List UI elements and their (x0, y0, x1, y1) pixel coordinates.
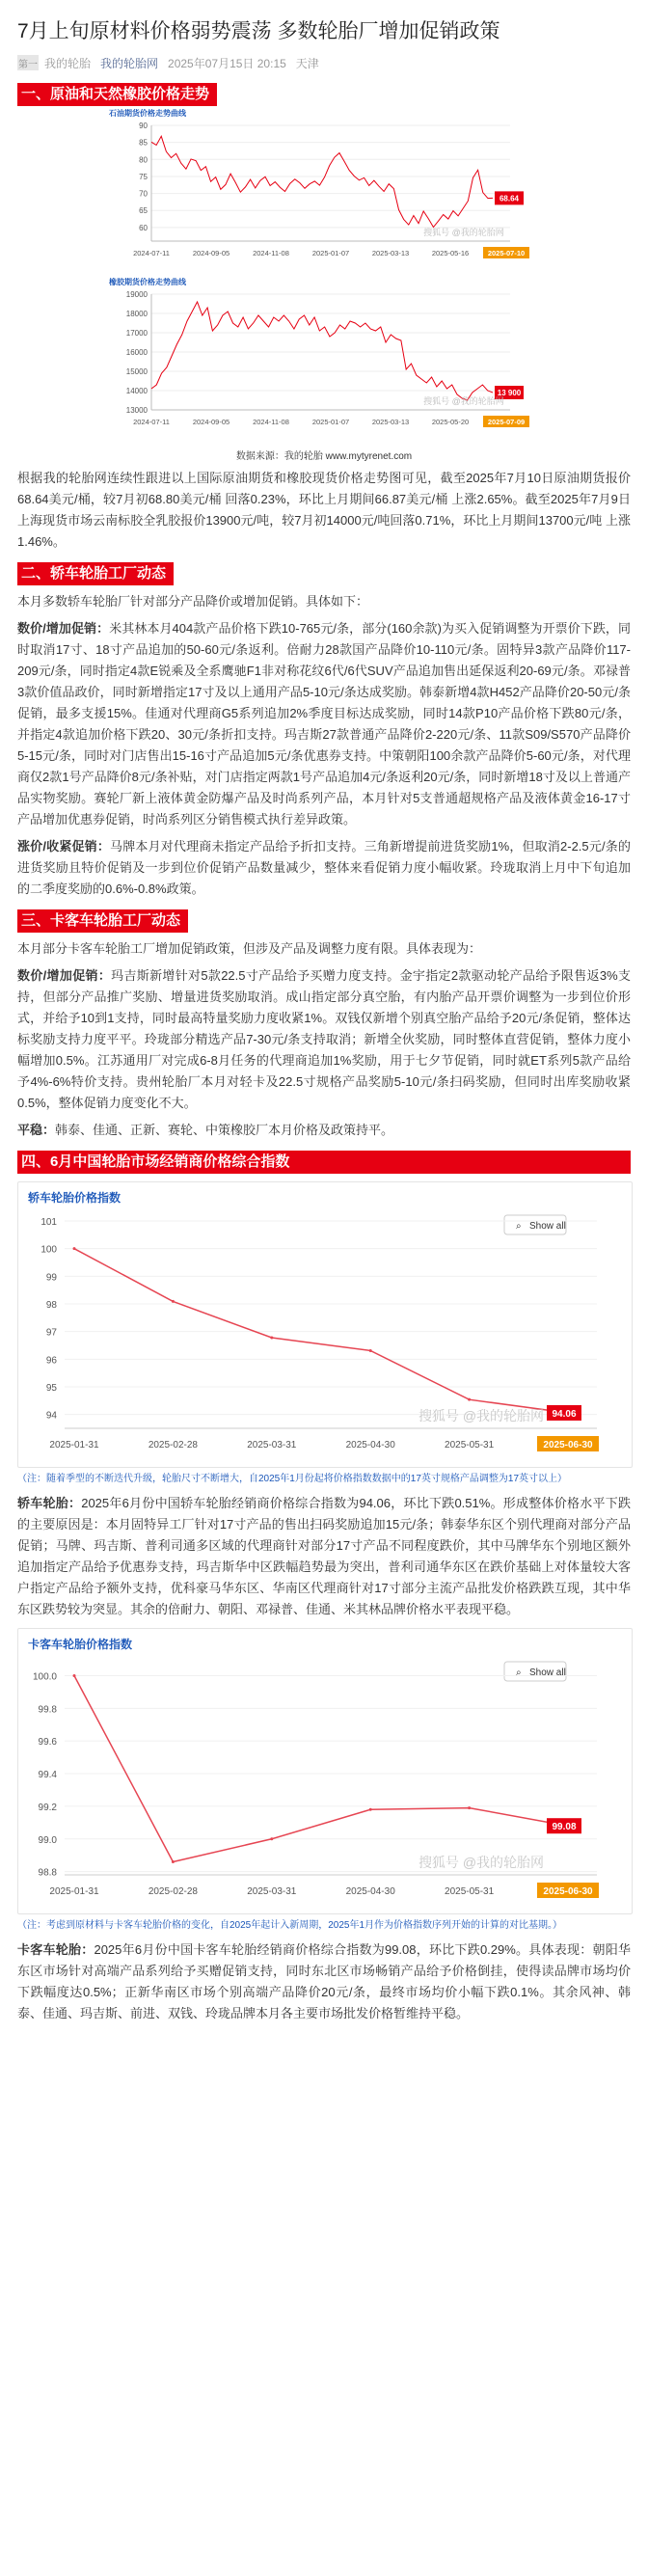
car-index-text: 2025年6月份中国轿车轮胎经销商价格综合指数为94.06，环比下跌0.51%。形成整体价格水平下跌的主要原因是：本月固特异工厂针对17寸产品的售出扫码奖励追加15元/条；韩泰华东区个别代理商对部分产品促销；马牌、玛吉斯、普利司通多区域的代理商针对部分17寸产品不同程度跌价，其中马牌华东个别地区额外追加指定产品给予优惠券支持，玛吉斯华中区跌幅趋势最为突出，普利司通华东区在跌价基础上对体量较大客户指定产品给予额外支持，优科豪马华东区、华南区代理商针对17寸部分主流产品批发价格跌跌互现，其中华东区跌势较为突显。其余的倍耐力、朝阳、邓禄普、佳通、米其林品牌价格水平表现平稳。 (17, 1496, 631, 1616)
x-tick-label: 2025-07-10 (487, 249, 526, 258)
y-tick-label: 99.4 (38, 1770, 57, 1781)
x-tick-label: 2025-05-20 (431, 418, 470, 426)
car-up-paragraph (17, 836, 631, 900)
x-tick-label: 2025-01-31 (49, 1886, 99, 1897)
truck-flat-text: 韩泰、佳通、正新、赛轮、中策橡胶厂本月价格及政策持平。 (55, 1123, 394, 1137)
car-index-label: 轿车轮胎： (17, 1496, 82, 1510)
section-heading-3: 三、卡客车轮胎工厂动态 (17, 909, 188, 933)
y-tick-label: 17000 (125, 329, 148, 338)
car-up-label: 涨价/收紧促销： (17, 839, 111, 854)
data-point (369, 1808, 372, 1811)
car-index-svg (18, 1182, 632, 1462)
x-tick-label: 2025-06-30 (543, 1440, 593, 1451)
y-tick-label: 75 (139, 172, 148, 181)
index-line (74, 1675, 568, 1861)
account-link[interactable]: 我的轮胎网 (100, 56, 159, 70)
show-all-label: Show all (529, 1221, 566, 1232)
truck-down-paragraph (17, 965, 631, 1114)
y-tick-label: 80 (139, 155, 148, 165)
x-tick-label: 2025-04-30 (345, 1440, 395, 1451)
search-icon: ⌕ (516, 1221, 522, 1232)
y-tick-label: 99.6 (38, 1737, 57, 1749)
y-tick-label: 94 (45, 1410, 57, 1422)
article-meta (17, 52, 631, 73)
y-tick-label: 19000 (125, 290, 148, 299)
x-tick-label: 2025-03-31 (247, 1886, 297, 1897)
y-tick-label: 99.2 (38, 1802, 57, 1813)
chart-title: 橡胶期货价格走势曲线 (109, 278, 186, 286)
data-point (468, 1398, 471, 1401)
car-down-text: 米其林本月404款产品价格下跌10-765元/条，部分(160余款)为买入促销调整为开票价下跌，同时取消17寸、18寸产品追加的50-60元/条返利。倍耐力28款国产品降价10-110元/条。固特异3款产品降价117-209元/条，同时指定4款E锐乘及全系鹰驰F1非对称花纹6代/6代SUV产品追加售出延保返利20-69元/条。邓禄普3款价值品政价，同时新增指定17寸及以上通用产品5-10元/条达成奖励。韩泰新增4款H452产品降价20-50元/条促销，最多支援15%。佳通对代理商G5系列追加2%季度目标达成奖励，同时14款P10产品价格下跌80元/条，并指定4款追加价格下跌20、30元/条折扣支持。玛吉斯27款普通产品降价2-220元/条、11款S09/S570产品降价5-15元/条，同时对门店售出15-16寸产品追加5元/条优惠券支持。中策朝阳100余款产品降价5-60元/条，对代理商仅2款1号产品降价8元/条补贴，对门店指定两款1号产品追加4元/条返利20元/条，同时新增18寸及以上普通产品实物奖励。赛轮厂新上液体黄金防爆产品及时尚系列产品，本月针对5支普通超规格产品及液体黄金16-17寸产品增加优惠券促销，时尚系列区分销售模式执行差异政策。 (17, 621, 631, 827)
car-index-chart (17, 1181, 633, 1468)
x-tick-label: 2025-03-13 (371, 418, 410, 426)
y-tick-label: 95 (45, 1383, 57, 1394)
x-tick-label: 2025-02-28 (148, 1886, 198, 1897)
truck-flat-paragraph (17, 1120, 631, 1141)
x-tick-label: 2024-07-11 (133, 418, 170, 426)
y-tick-label: 15000 (125, 367, 148, 376)
x-tick-label: 2025-01-07 (311, 418, 350, 426)
rubber-price-chart (107, 275, 541, 439)
price-line (151, 136, 493, 227)
x-tick-label: 2025-04-30 (345, 1886, 395, 1897)
last-value-label: 94.06 (552, 1408, 577, 1420)
data-point (172, 1860, 175, 1863)
watermark: 搜狐号 @我的轮胎网 (423, 396, 504, 406)
truck-index-svg (18, 1629, 632, 1909)
y-tick-label: 100 (40, 1244, 57, 1256)
data-point (270, 1336, 273, 1339)
search-icon: ⌕ (516, 1668, 522, 1678)
x-tick-label: 2025-05-31 (445, 1440, 495, 1451)
y-tick-label: 101 (40, 1217, 57, 1228)
x-tick-label: 2024-11-08 (253, 418, 289, 426)
x-tick-label: 2024-07-11 (133, 249, 170, 258)
y-tick-label: 97 (45, 1327, 57, 1339)
truck-index-paragraph (17, 1939, 631, 2024)
data-point (270, 1837, 273, 1840)
car-index-paragraph (17, 1493, 631, 1620)
y-tick-label: 98 (45, 1300, 57, 1311)
last-value-label: 99.08 (552, 1822, 577, 1833)
car-down-label: 数价/增加促销： (17, 621, 110, 636)
chart-title: 石油期货价格走势曲线 (109, 109, 186, 118)
publish-time: 2025年07月15日 20:15 (168, 56, 286, 70)
source-avatar[interactable]: 第一 (17, 55, 39, 70)
section-heading-4: 四、6月中国轮胎市场经销商价格综合指数 (17, 1151, 631, 1174)
chart-title: 轿车轮胎价格指数 (28, 1191, 122, 1205)
x-tick-label: 2025-05-16 (431, 249, 470, 258)
x-tick-label: 2025-01-31 (49, 1440, 99, 1451)
car-down-paragraph (17, 618, 631, 830)
truck-down-label: 数价/增加促销： (17, 968, 112, 983)
oil-chart (107, 106, 541, 275)
x-tick-label: 2024-09-05 (192, 418, 230, 426)
truck-intro: 本月部分卡客车轮胎工厂增加促销政策，但涉及产品及调整力度有限。具体表现为： (17, 941, 482, 956)
x-tick-label: 2024-11-08 (253, 249, 289, 258)
section-heading-1: 一、原油和天然橡胶价格走势 (17, 83, 217, 106)
x-tick-label: 2024-09-05 (192, 249, 230, 258)
price-line (151, 302, 493, 400)
data-point (73, 1674, 76, 1677)
truck-index-note: （注：考虑到原材料与卡客车轮胎价格的变化，自2025年起计入新周期，2025年1月作为价格指数序列开始的计算的对比基期。） (17, 1920, 563, 1931)
x-tick-label: 2025-05-31 (445, 1886, 495, 1897)
watermark: 搜狐号 @我的轮胎网 (418, 1408, 545, 1424)
publish-location: 天津 (295, 56, 319, 70)
car-up-text: 马牌本月对代理商未指定产品给予折扣支持。三角新增提前进货奖励1%，但取消2-2.5元/条的进货奖励且特价促销及一步到位价促销产品数量减少，整体来看促销力度小幅收紧。玲珑取消上月中下旬追加的二季度奖励的0.6%-0.8%政策。 (17, 839, 631, 896)
y-tick-label: 65 (139, 206, 148, 216)
truck-down-text: 玛吉斯新增针对5款22.5寸产品给予买赠力度支持。金宇指定2款驱动轮产品给予限售返3%支持，但部分产品推广奖励、增量进货奖励取消。成山指定部分真空胎，有内胎产品开票价调整为一步到位价形式，并给予10到1支持，同时最高特量奖励力度收紧1%。双钱仅新增个别真空胎产品给予20元/条促销，整体达标奖励支持力度平平。玲珑部分精选产品7-30元/条支持取消；新增全伙奖励，同时整体直营促销，整体力度小幅增加0.5%。江苏通用厂对完成6-8月任务的代理商追加1%奖励，用于七夕节促销，同时就ET系列5款产品给予4%-6%特价支持。贵州轮胎厂本月对轻卡及22.5寸规格产品奖励5-10元/条扫码奖励，但同时出库奖励收紧0.5%，整体促销力度变化不大。 (17, 968, 631, 1110)
data-point (73, 1247, 76, 1250)
y-tick-label: 96 (45, 1355, 57, 1367)
truck-index-chart (17, 1628, 633, 1914)
y-tick-label: 90 (139, 122, 148, 130)
x-tick-label: 2025-03-13 (371, 249, 410, 258)
y-tick-label: 100.0 (32, 1671, 57, 1683)
y-tick-label: 14000 (125, 387, 148, 395)
watermark: 搜狐号 @我的轮胎网 (423, 228, 504, 237)
chart-title: 卡客车轮胎价格指数 (28, 1638, 133, 1651)
rubber-chart (107, 275, 541, 444)
source-name[interactable]: 我的轮胎 (44, 56, 92, 70)
last-value-label: 13 900 (497, 389, 522, 397)
watermark: 搜狐号 @我的轮胎网 (418, 1855, 545, 1870)
y-tick-label: 99.8 (38, 1704, 57, 1716)
oil-price-chart (107, 106, 541, 270)
x-tick-label: 2025-02-28 (148, 1440, 198, 1451)
section-heading-2: 二、轿车轮胎工厂动态 (17, 562, 174, 585)
y-tick-label: 16000 (125, 348, 148, 357)
y-tick-label: 99.0 (38, 1834, 57, 1846)
truck-index-label: 卡客车轮胎： (17, 1942, 94, 1957)
market-paragraph: 根据我的轮胎网连续性跟进以上国际原油期货和橡胶现货价格走势图可见，截至2025年7月10日原油期货报价68.64美元/桶，较7月初68.80美元/桶 回落0.23%，环比上月期间66.87美元/桶 上涨2.65%。截至2025年7月9日上海现货市场云南标胶全乳胶报价13900元/吨，较7月初14000元/吨回落0.71%，环比上月期间13700元/吨 上涨1.46%。 (17, 471, 631, 549)
last-value-label: 68.64 (499, 194, 520, 203)
truck-index-text: 2025年6月份中国卡客车轮胎经销商价格综合指数为99.08，环比下跌0.29%。具体表现：朝阳华东区市场针对高端产品系列给予买赠促销支持，同时东北区市场畅销产品给予价格倒挂，使得读品牌市场均价下跌幅度达0.5%；正新华南区市场个别高端产品降价20元/条，最终市场均价小幅下跌0.1%。其余风神、韩泰、佳通、玛吉斯、前进、双钱、玲珑品牌本月各主要市场批发价格暂维持平稳。 (17, 1942, 631, 2020)
x-tick-label: 2025-03-31 (247, 1440, 297, 1451)
index-line (74, 1249, 568, 1413)
truck-flat-label: 平稳： (17, 1123, 56, 1137)
data-source: 数据来源：我的轮胎 www.mytyrenet.com (235, 451, 413, 462)
y-tick-label: 60 (139, 223, 148, 232)
y-tick-label: 85 (139, 138, 148, 148)
x-tick-label: 2025-01-07 (311, 249, 350, 258)
car-index-note: （注：随着季型的不断迭代升级，轮胎尺寸不断增大，自2025年1月份起将价格指数数据中的17英寸规格产品调整为17英寸以上） (17, 1474, 568, 1484)
x-tick-label: 2025-06-30 (543, 1886, 593, 1897)
y-tick-label: 13000 (125, 406, 148, 415)
car-intro: 本月多数轿车轮胎厂针对部分产品降价或增加促销。具体如下： (17, 594, 369, 609)
y-tick-label: 70 (139, 189, 148, 199)
x-tick-label: 2025-07-09 (487, 418, 526, 426)
y-tick-label: 99 (45, 1272, 57, 1284)
data-point (468, 1806, 471, 1809)
data-point (172, 1300, 175, 1303)
y-tick-label: 18000 (125, 310, 148, 318)
article-title: 7月上旬原材料价格弱势震荡 多数轮胎厂增加促销政策 (17, 20, 500, 42)
data-point (369, 1349, 372, 1352)
y-tick-label: 98.8 (38, 1867, 57, 1879)
show-all-label: Show all (529, 1668, 566, 1678)
